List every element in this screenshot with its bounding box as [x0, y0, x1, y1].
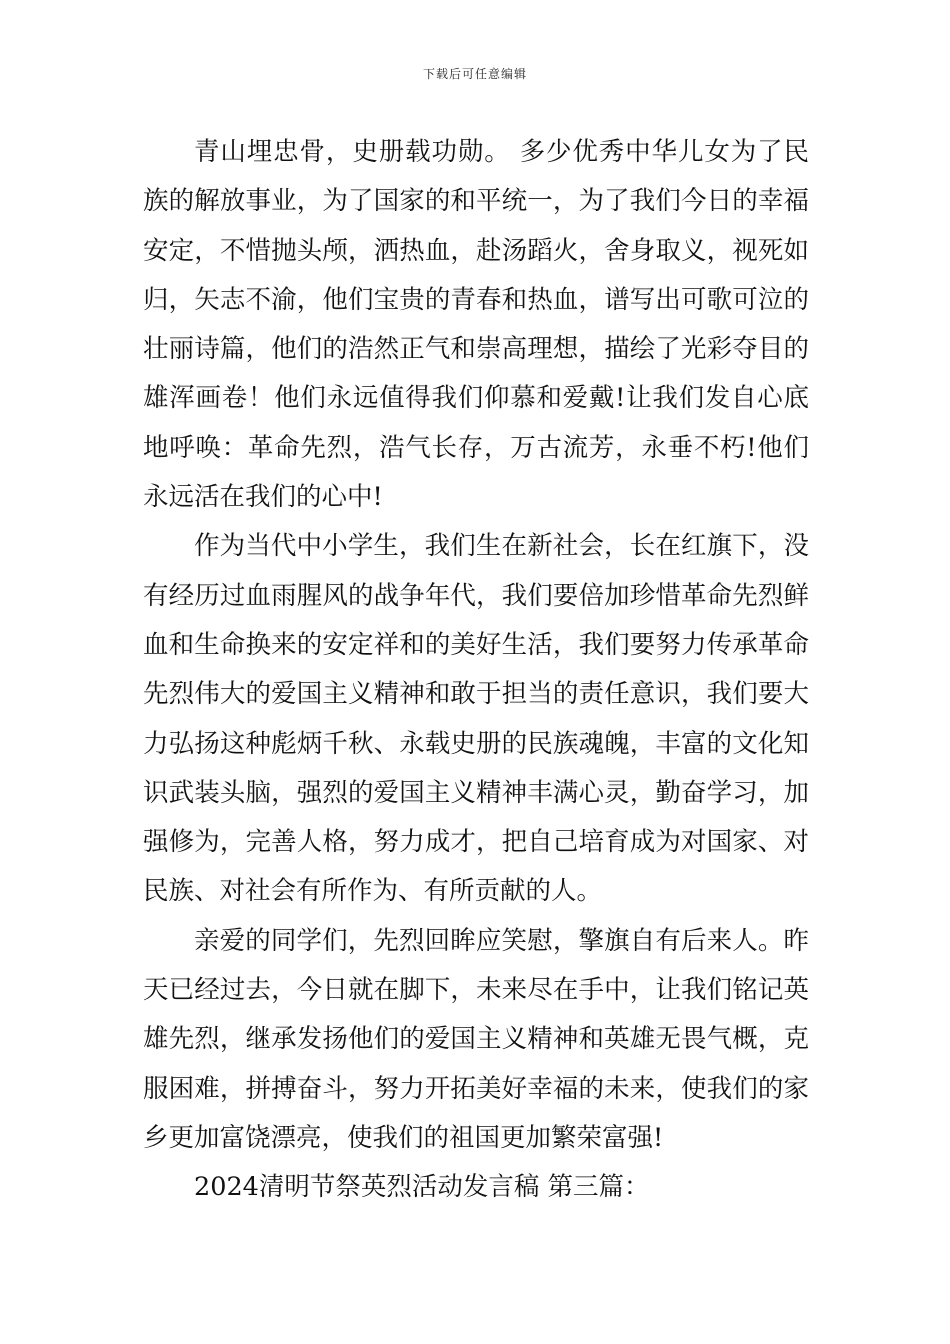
paragraph-1: 青山埋忠骨，史册载功勋。 多少优秀中华儿女为了民族的解放事业，为了国家的和平统一，为了我们今日的幸福安定，不惜抛头颅，洒热血，赴汤蹈火，舍身取义，视死如归，矢志不渝，他们宝贵的青春和热血，谱写出可歌可泣的壮丽诗篇，他们的浩然正气和崇高理想，描绘了光彩夺目的雄浑画卷！他们永远值得我们仰慕和爱戴!让我们发自心底地呼唤：革命先烈，浩气长存，万古流芳，永垂不朽!他们永远活在我们的心中!: [143, 137, 809, 513]
section-heading: 2024清明节祭英烈活动发言稿 第三篇：: [194, 1172, 650, 1203]
page-header: 下载后可任意编辑: [422, 67, 527, 81]
paragraph-3: 亲爱的同学们，先烈回眸应笑慰，擎旗自有后来人。昨天已经过去，今日就在脚下，未来尽在手中，让我们铭记英雄先烈，继承发扬他们的爱国主义精神和英雄无畏气概，克服困难，拼搏奋斗，努力开拓美好幸福的未来，使我们的家乡更加富饶漂亮，使我们的祖国更加繁荣富强!: [143, 925, 809, 1153]
paragraph-2: 作为当代中小学生，我们生在新社会，长在红旗下，没有经历过血雨腥风的战争年代，我们要倍加珍惜革命先烈鲜血和生命换来的安定祥和的美好生活，我们要努力传承革命先烈伟大的爱国主义精神和敢于担当的责任意识，我们要大力弘扬这种彪炳千秋、永载史册的民族魂魄，丰富的文化知识武装头脑，强烈的爱国主义精神丰满心灵，勤奋学习，加强修为，完善人格，努力成才，把自己培育成为对国家、对民族、对社会有所作为、有所贡献的人。: [143, 531, 809, 907]
document-body: [143, 128, 809, 1213]
